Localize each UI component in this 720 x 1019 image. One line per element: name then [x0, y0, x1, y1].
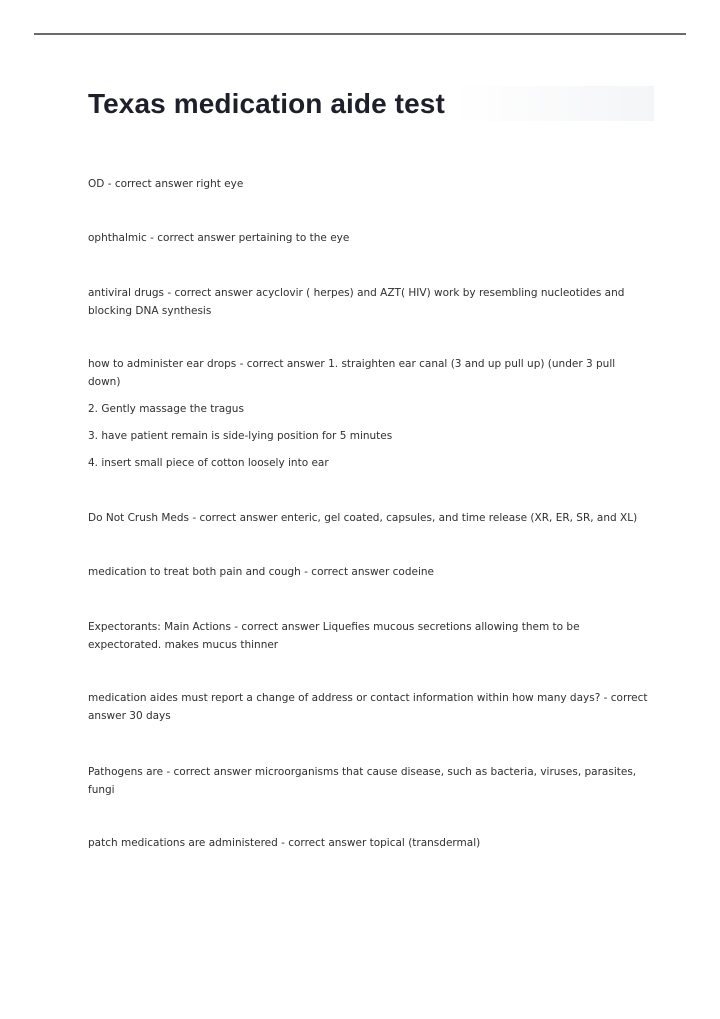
qa-entry-text: Expectorants: Main Actions - correct answer Liquefies mucous secretions allowing them to be expectorated. makes mucus thinner	[88, 621, 580, 651]
qa-entry-ear-drops	[88, 355, 648, 472]
header-rule	[34, 33, 686, 35]
document-title: Texas medication aide test	[88, 88, 445, 119]
qa-entry-text: patch medications are administered - correct answer topical (transdermal)	[88, 837, 481, 849]
qa-entry-text: ophthalmic - correct answer pertaining to the eye	[88, 232, 350, 244]
qa-entry-text: medication to treat both pain and cough - correct answer codeine	[88, 566, 435, 578]
qa-entry-text: how to administer ear drops - correct answer 1. straighten ear canal (3 and up pull up) (under 3 pull down)	[88, 358, 616, 388]
qa-entry-address-change	[88, 689, 648, 725]
qa-entry-patch	[88, 834, 648, 852]
qa-entry-text: OD - correct answer right eye	[88, 178, 244, 190]
qa-entry-do-not-crush	[88, 509, 648, 527]
qa-entry-od	[88, 175, 648, 193]
qa-entry-text: Pathogens are - correct answer microorganisms that cause disease, such as bacteria, viruses, parasites, fungi	[88, 766, 637, 796]
qa-entry-step: 2. Gently massage the tragus	[88, 403, 244, 415]
qa-entry-antiviral	[88, 284, 648, 320]
qa-entry-step: 4. insert small piece of cotton loosely into ear	[88, 457, 329, 469]
qa-entry-text: medication aides must report a change of address or contact information within how many days? - correct answer 30 days	[88, 692, 648, 722]
qa-entry-pain-cough	[88, 563, 648, 581]
qa-entry-text: Do Not Crush Meds - correct answer enteric, gel coated, capsules, and time release (XR, ER, SR, and XL)	[88, 512, 638, 524]
qa-entry-text: antiviral drugs - correct answer acyclovir ( herpes) and AZT( HIV) work by resembling nucleotides and blocking DNA synthesis	[88, 287, 625, 317]
qa-entry-pathogens	[88, 763, 648, 799]
qa-entry-ophthalmic	[88, 229, 648, 247]
qa-entry-expectorants	[88, 618, 648, 654]
qa-entry-step: 3. have patient remain is side-lying position for 5 minutes	[88, 430, 393, 442]
